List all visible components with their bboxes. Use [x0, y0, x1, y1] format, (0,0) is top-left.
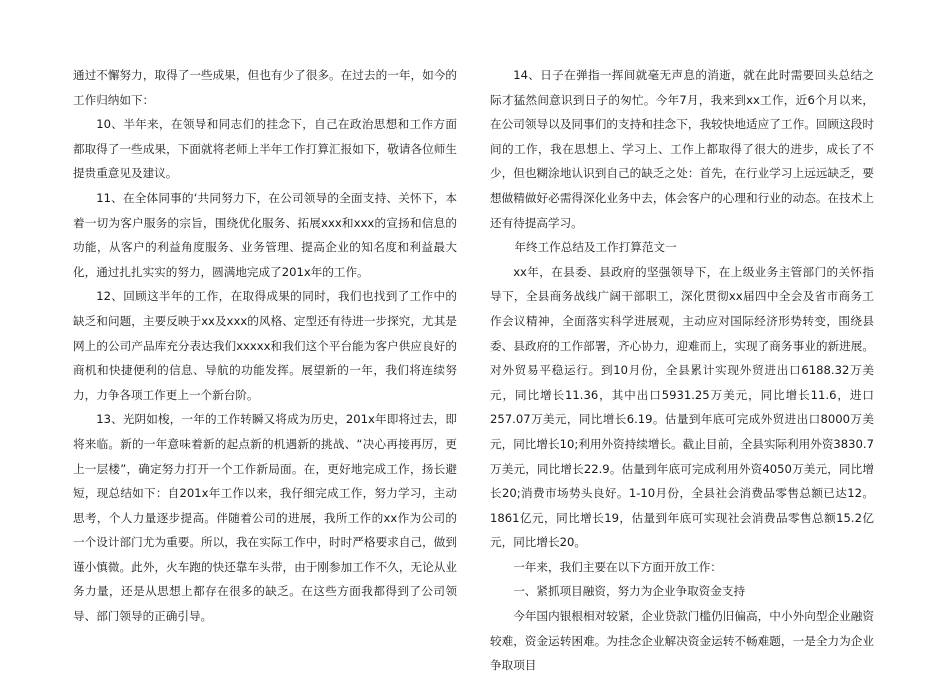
section-heading: 年终工作总结及工作打算范文一: [514, 240, 677, 255]
right-column: [490, 63, 874, 678]
paragraph: 14、日子在弹指一挥间就毫无声息的消逝，就在此时需要回头总结之际才猛然间意识到日子的匆忙。今年7月，我来到xx工作，近6个月以来，在公司领导以及同事们的支持和挂念下，我较快地适应了工作。回顾这段时间的工作，我在思想上、学习上、工作上都取得了很大的进步，成长了不少，但也糊涂地认识到自己的缺乏之处：首先，在行业学习上远远缺乏，要想做精做好必需得深化业务中去，体会客户的心理和行业的动态。在技术上还有待提高学习。: [490, 68, 874, 230]
paragraph: 通过不懈努力，取得了一些成果，但也有少了很多。在过去的一年，如今的工作归纳如下：: [73, 68, 457, 107]
paragraph: 11、在全体同事的‘共同努力下，在公司领导的全面支持、关怀下，本着一切为客户服务的宗旨，围绕优化服务、拓展xxx和xxx的宣扬和信息的功能，从客户的利益角度服务、业务管理、提高企业的知名度和利益最大化，通过扎扎实实的努力，圆满地完成了201x年的工作。: [73, 190, 457, 279]
left-column: [73, 63, 457, 629]
paragraph: xx年，在县委、县政府的坚强领导下，在上级业务主管部门的关怀指导下，全县商务战线广阔干部职工，深化贯彻xx届四中全会及省市商务工作会议精神，全面落实科学进展观，主动应对国际经济形势转变，围绕县委、县政府的工作部署，齐心协力，迎难而上，实现了商务事业的新进展。对外贸易平稳运行。到10月份，全县累计实现外贸进出口6188.32万美元，同比增长11.36，其中出口5931.25万美元，同比增长11.6，进口257.07万美元，同比增长6.19。估量到年底可完成外贸进出口8000万美元，同比增长10;利用外资持续增长。截止目前，全县实际利用外资3830.7万美元，同比增长22.9。估量到年底可完成利用外资4050万美元，同比增长20;消费市场势头良好。1-10月份，全县社会消费品零售总额已达12。1861亿元，同比增长19，估量到年底可实现社会消费品零售总额15.2亿元，同比增长20。: [490, 264, 874, 550]
paragraph: 一年来，我们主要在以下方面开放工作：: [513, 559, 722, 574]
paragraph: 今年国内银根相对较紧，企业贷款门槛仍旧偏高，中小外向型企业融资较难，资金运转困难。为挂念企业解决资金运转不畅难题，一是全力为企业争取项目: [490, 609, 874, 673]
paragraph: 13、光阴如梭，一年的工作转瞬又将成为历史，201x年即将过去，即将来临。新的一年意味着新的起点新的机遇新的挑战、“决心再接再厉，更上一层楼”，确定努力打开一个工作新局面。在，更好地完成工作，扬长避短，现总结如下：自201x年工作以来，我仔细完成工作，努力学习，主动思考，个人力量逐步提高。伴随着公司的进展，我所工作的xx作为公司的一个设计部门尤为重要。所以，我在实际工作中，时时严格要求自己，做到谨小慎微。此外，火车跑的快还靠车头带，由于刚参加工作不久，无论从业务力量，还是从思想上都存在很多的缺乏。在这些方面我都得到了公司领导、部门领导的正确引导。: [73, 412, 457, 624]
section-subheading: 一、紧抓项目融资，努力为企业争取资金支持: [513, 584, 746, 599]
paragraph: 10、半年来，在领导和同志们的挂念下，自己在政治思想和工作方面都取得了一些成果，下面就将老师上半年工作打算汇报如下，敬请各位师生提贵重意见及建议。: [73, 117, 457, 181]
paragraph: 12、回顾这半年的工作，在取得成果的同时，我们也找到了工作中的缺乏和问题，主要反映于xx及xxx的风格、定型还有待进一步探究，尤其是网上的公司产品库充分表达我们xxxxx和我们这个平台能为客户供应良好的商机和快捷便利的信息、导航的功能发挥。展望新的一年，我们将连续努力，力争各项工作更上一个新台阶。: [73, 289, 457, 402]
